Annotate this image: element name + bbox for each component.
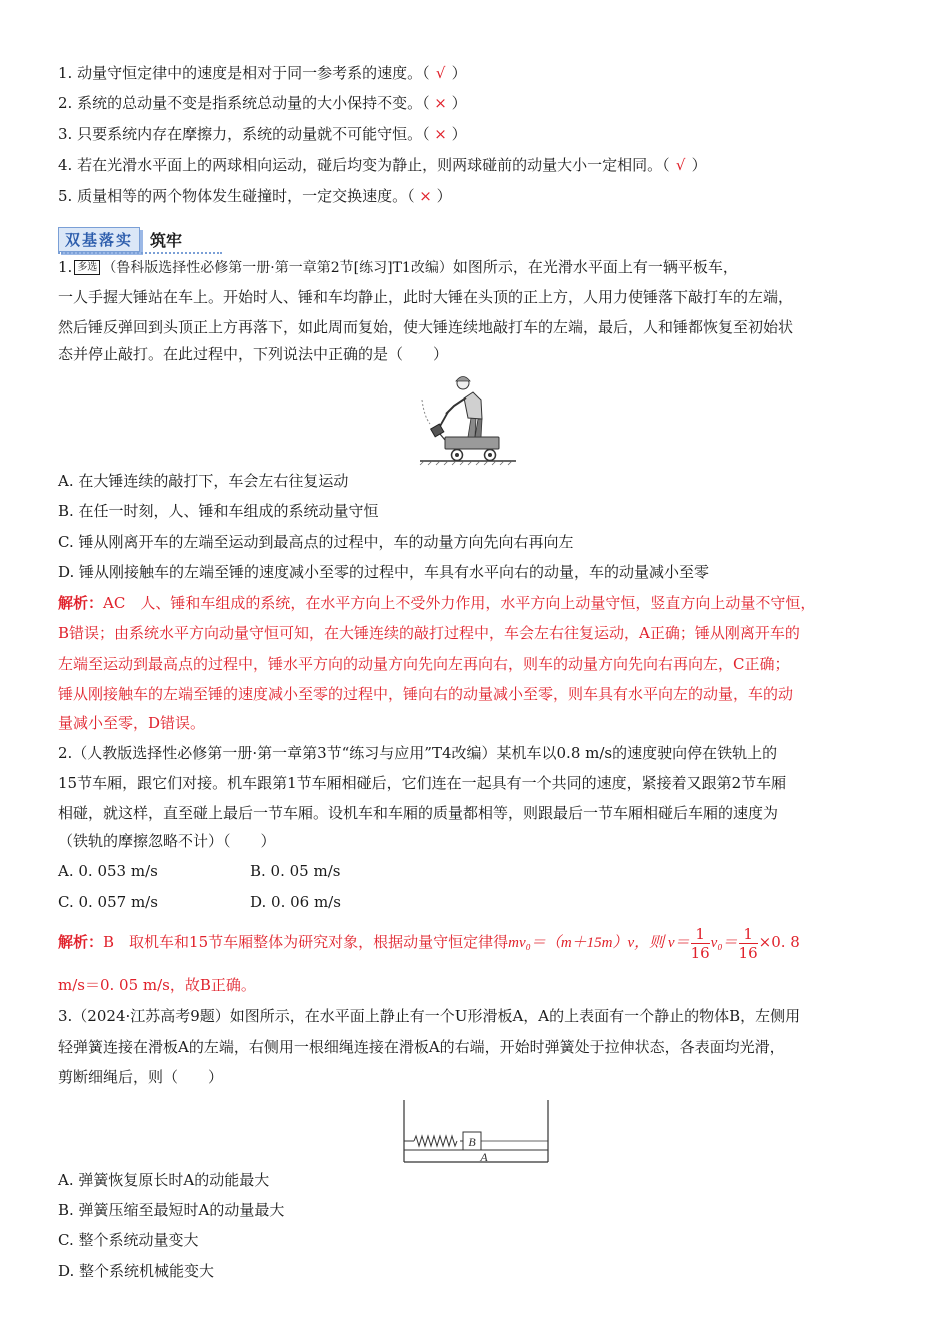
q3-option-c: C. 整个系统动量变大 [58,1231,199,1249]
block-b-label: B [468,1135,476,1149]
q2-answer-line-2: m/s＝0. 05 m/s，故B正确。 [58,976,256,994]
q1-answer-line-4: 锤从刚接触车的左端至锤的速度减小至零的过程中，锤向右的动量减小至零，则车具有水平向左的动量，车的动 [58,685,794,703]
q2-option-a: A. 0. 053 m/s [58,862,158,880]
q1-option-b: B. 在任一时刻，人、锤和车组成的系统动量守恒 [58,502,379,520]
q1-option-a: A. 在大锤连续的敲打下，车会左右往复运动 [58,472,349,490]
cross-mark: × [419,187,432,205]
judgment-3: 3. 只要系统内存在摩擦力，系统的动量就不可能守恒。（ × ） [58,125,467,143]
q2-option-c: C. 0. 057 m/s [58,893,158,911]
q1-stem-line-3: 然后锤反弹回到头顶正上方再落下，如此周而复始，使大锤连续地敲打车的左端，最后，人和锤都恢复至初始状 [58,318,794,336]
q2-stem-line-3: 相碰，就这样，直至碰上最后一节车厢。设机车和车厢的质量都相等，则跟最后一节车厢相碰后车厢的速度为 [58,804,779,822]
q2-answer-line-1: 解析：B 取机车和15节车厢整体为研究对象，根据动量守恒定律得mv₀＝（m＋15m）v，则 v＝ $\frac{1}{16}$ v₀＝ $\frac{1}{16}$ ×0. 8 [58,924,800,962]
judgment-4: 4. 若在光滑水平面上的两球相向运动，碰后均变为静止，则两球碰前的动量大小一定相同。（ √ ） [58,156,707,174]
banner-divider [58,252,222,254]
q3-option-d: D. 整个系统机械能变大 [58,1262,215,1280]
q3-stem-line-2: 轻弹簧连接在滑板A的左端，右侧用一根细绳连接在滑板A的右端，开始时弹簧处于拉伸状态，各表面均光滑， [58,1038,785,1056]
q2-stem-line-2: 15节车厢，跟它们对接。机车跟第1节车厢相碰后，它们连在一起具有一个共同的速度，紧接着又跟第2节车厢 [58,774,787,792]
section-banner [58,226,182,252]
fraction-1-16: $\frac{1}{16}$ [690,924,710,962]
hammer-cart-figure [418,370,518,466]
q1-option-d: D. 锤从刚接触车的左端至锤的速度减小至零的过程中，车具有水平向右的动量，车的动量减小至零 [58,563,710,581]
judgment-1: 1. 动量守恒定律中的速度是相对于同一参考系的速度。（ √ ） [58,64,467,82]
q2-stem-line-1: 2.（人教版选择性必修第一册·第一章第3节“练习与应用”T4改编）某机车以0.8 m/s的速度驶向停在铁轨上的 [58,744,778,762]
cross-mark: × [434,125,447,143]
q3-option-a: A. 弹簧恢复原长时A的动能最大 [58,1171,270,1189]
u-board-figure [400,1098,552,1166]
judgment-2: 2. 系统的总动量不变是指系统总动量的大小保持不变。（ × ） [58,94,467,112]
check-mark: √ [435,64,446,82]
multi-choice-tag: 多选 [74,260,100,275]
board-a-label: A [480,1150,488,1164]
check-mark: √ [675,156,686,174]
fraction-1-16-second: $\frac{1}{16}$ [738,924,758,962]
q1-answer-line-1: 解析：AC 人、锤和车组成的系统，在水平方向上不受外力作用，水平方向上动量守恒，竖直方向上动量不守恒， [58,594,816,612]
momentum-equation: mv₀＝（m＋15m）v，则 v＝ [508,935,690,951]
cross-mark: × [434,94,447,112]
judgment-5: 5. 质量相等的两个物体发生碰撞时，一定交换速度。（ × ） [58,187,452,205]
q3-stem-line-3: 剪断细绳后，则（ ） [58,1068,224,1086]
q1-answer-line-5: 量减小至零，D错误。 [58,714,206,732]
q3-option-b: B. 弹簧压缩至最短时A的动量最大 [58,1201,285,1219]
q1-stem-line-2: 一人手握大锤站在车上。开始时人、锤和车均静止，此时大锤在头顶的正上方，人用力使锤落下敲打车的左端， [58,288,794,306]
q1-option-c: C. 锤从刚离开车的左端至运动到最高点的过程中，车的动量方向先向右再向左 [58,533,574,551]
q1-answer-line-2: B错误；由系统水平方向动量守恒可知，在大锤连续的敲打过程中，车会左右往复运动，A正确；锤从刚离开车的 [58,624,800,642]
q3-stem-line-1: 3.（2024·江苏高考9题）如图所示，在水平面上静止有一个U形滑板A，A的上表面有一个静止的物体B，左侧用 [58,1007,801,1025]
section-badge: 双基落实 [58,227,140,252]
section-title: 筑牢 [150,230,183,250]
q2-option-d: D. 0. 06 m/s [250,893,341,911]
q1-stem-line-1: 1. 多选 （鲁科版选择性必修第一册·第一章第2节[练习]T1改编）如图所示，在光滑水平面上有一辆平板车， [58,258,738,276]
q2-option-b: B. 0. 05 m/s [250,862,341,880]
q1-answer-line-3: 左端至运动到最高点的过程中，锤水平方向的动量方向先向左再向右，则车的动量方向先向右再向左，C正确； [58,655,790,673]
q2-stem-line-4: （铁轨的摩擦忽略不计）（ ） [58,832,276,850]
q1-stem-line-4: 态并停止敲打。在此过程中，下列说法中正确的是（ ） [58,345,449,363]
